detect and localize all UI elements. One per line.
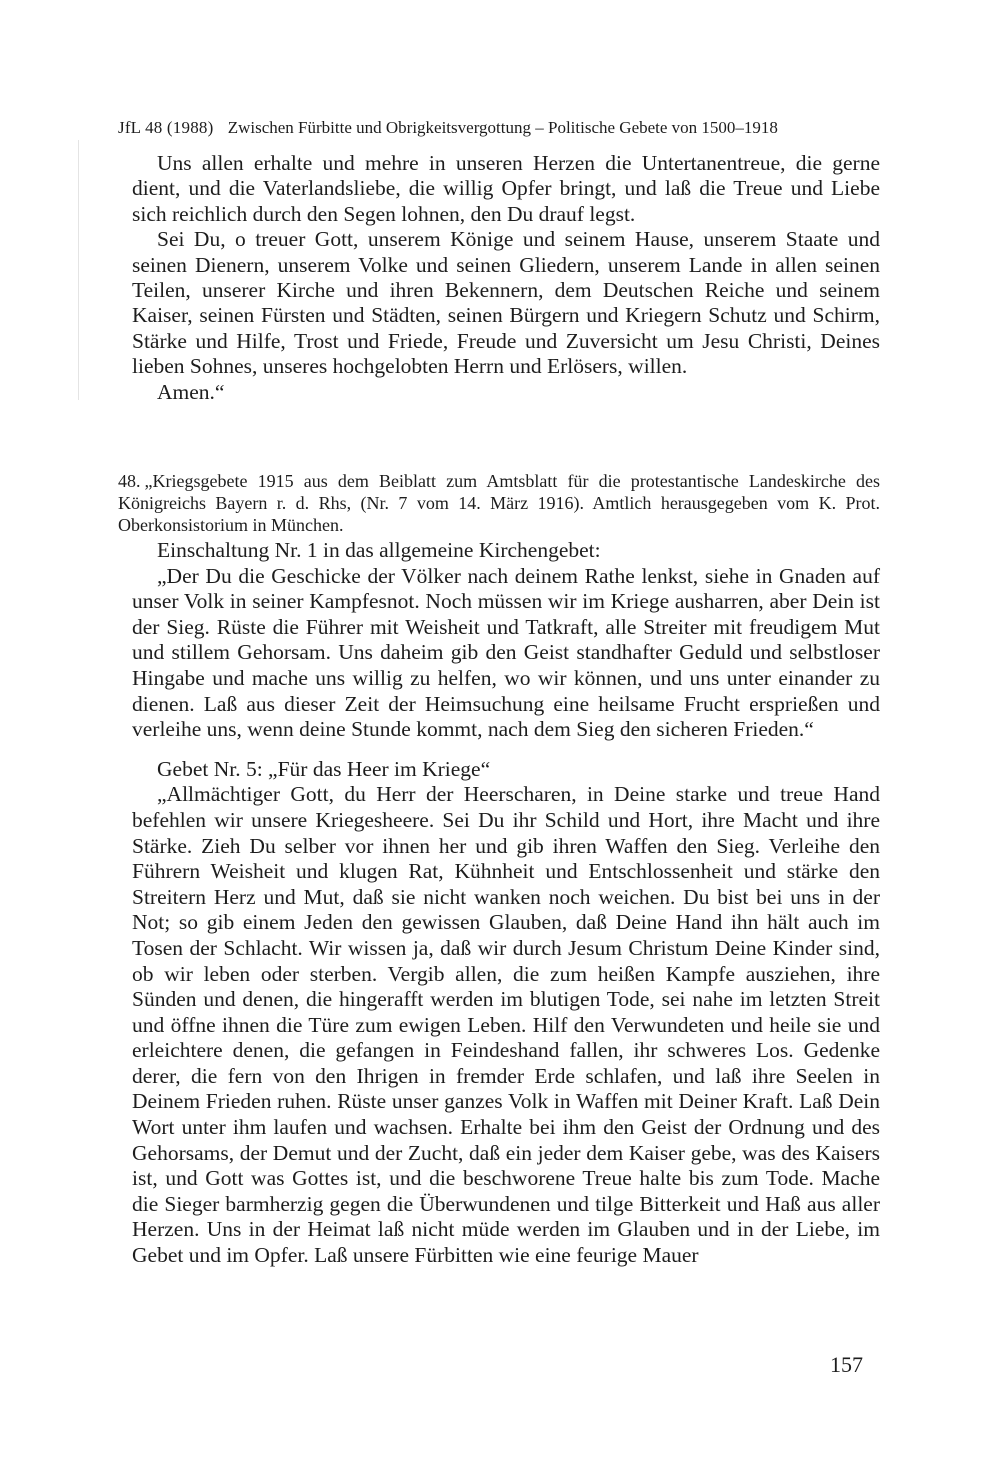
prayer-5-heading: Gebet Nr. 5: „Für das Heer im Kriege“ xyxy=(157,756,491,781)
page-number: 157 xyxy=(830,1352,863,1377)
prayer-paragraph: Sei Du, o treuer Gott, unserem Könige und seinem Hause, unserem Staate und seinen Dienern, unserem Volke und seinen Gliedern, unserem Lande in allen seinen Teilen, unserer Kirche und ihren Bekennern, dem Deutschen Reiche und seinem Kaiser, seinen Fürsten und Städten, seinen Bürgern und Kriegern Schutz und Schirm, Stärke und Hilfe, Trost und Friede, Freude und Zuversicht um Jesu Christi, Deines lieben Sohnes, unseres hochgelobten Herrn und Erlösers, willen. xyxy=(132,227,880,379)
insertion-heading: Einschaltung Nr. 1 in das allgemeine Kirchengebet: xyxy=(157,538,601,562)
scan-margin-line xyxy=(78,140,79,400)
running-head xyxy=(118,117,878,139)
source-note xyxy=(118,470,880,536)
prayer-5-text: „Allmächtiger Gott, du Herr der Heerscharen, in Deine starke und treue Hand befehlen wir unsere Kriegesheere. Sei Du ihr Schild und Hort, ihre Macht und ihre Stärke. Zieh Du selber vor ihnen her und gib ihren Waffen den Sieg. Verleihe den Führern Weisheit und klugen Rat, Kühnheit und Entschlossenheit und stärke den Streitern Herz und Mut, daß sie nicht wanken noch weichen. Du bist bei uns in der Not; so gib einem Jeden den gewissen Glauben, daß Deine Hand ihn hält auch im Tosen der Schlacht. Wir wissen ja, daß wir durch Jesum Christum Deine Kinder sind, ob wir leben oder sterben. Vergib allen, die zum heißen Kampfe ausziehen, ihre Sünden und denen, die hingerafft werden im blutigen Tode, sei nahe im letzten Streit und öffne ihnen die Türe zum ewigen Leben. Hilf den Verwundeten und heile sie und erleichtere denen, die gefangen in Feindeshand fallen, ihr schweres Los. Gedenke derer, die fern von den Ihrigen in fremder Erde schlafen, und laß ihre Seelen in Deinem Frieden ruhen. Rüste unser ganzes Volk in Waffen mit Deiner Kraft. Laß Dein Wort unter ihm laufen und wachsen. Erhalte bei ihm den Geist der Ordnung und des Gehorsams, der Demut und der Zucht, daß ein jeder dem Kaiser gebe, was des Kaisers ist, und Gott was Gottes ist, und die beschworene Treue halte bis zum Tode. Mache die Sieger barmherzig gegen die Überwundenen und tilge Bitterkeit und Haß aus aller Herzen. Uns in der Heimat laß nicht müde werden im Glauben und in der Liebe, im Gebet und im Opfer. Laß unsere Fürbitten wie eine feurige Mauer xyxy=(132,782,880,1268)
running-title: Zwischen Fürbitte und Obrigkeitsvergottung – Politische Gebete von 1500–1918 xyxy=(227,118,778,137)
journal-id: JfL 48 (1988) xyxy=(118,118,214,137)
paragraph-gap xyxy=(132,743,880,757)
prayer-closing: Amen.“ xyxy=(157,379,225,404)
prayer-continuation xyxy=(132,151,880,405)
note-number: 48. xyxy=(118,471,141,491)
prayer-paragraph: Uns allen erhalte und mehre in unseren Herzen die Untertanentreue, die gerne dient, und die Vaterlandsliebe, die willig Opfer bringt, und laß die Treue und Liebe sich reichlich durch den Segen lohnen, den Du drauf legst. xyxy=(132,151,880,226)
insertion-text: „Der Du die Geschicke der Völker nach deinem Rathe lenkst, siehe in Gnaden auf unser Volk in seiner Kampfesnot. Noch müssen wir im Kriege ausharren, aber Dein ist der Sieg. Rüste die Führer mit Weisheit und Tatkraft, alle Streiter mit freudigem Mut und stillem Gehorsam. Uns daheim gib den Geist standhafter Geduld und selbstloser Hingabe und mache uns willig zu helfen, wo wir können, und uns unter einander zu dienen. Laß aus dieser Zeit der Heimsuchung eine heilsame Frucht ersprießen und verleihe uns, wenn deine Stunde kommt, nach dem Sieg den sicheren Frieden.“ xyxy=(132,563,880,742)
prayer-texts xyxy=(132,538,880,1269)
note-text: „Kriegsgebete 1915 aus dem Beiblatt zum Amtsblatt für die protestantische Landeskirche des Königreichs Bayern r. d. Rhs, (Nr. 7 vom 14. März 1916). Amtlich herausgegeben vom K. Prot. Oberkonsistorium in München. xyxy=(118,471,880,535)
